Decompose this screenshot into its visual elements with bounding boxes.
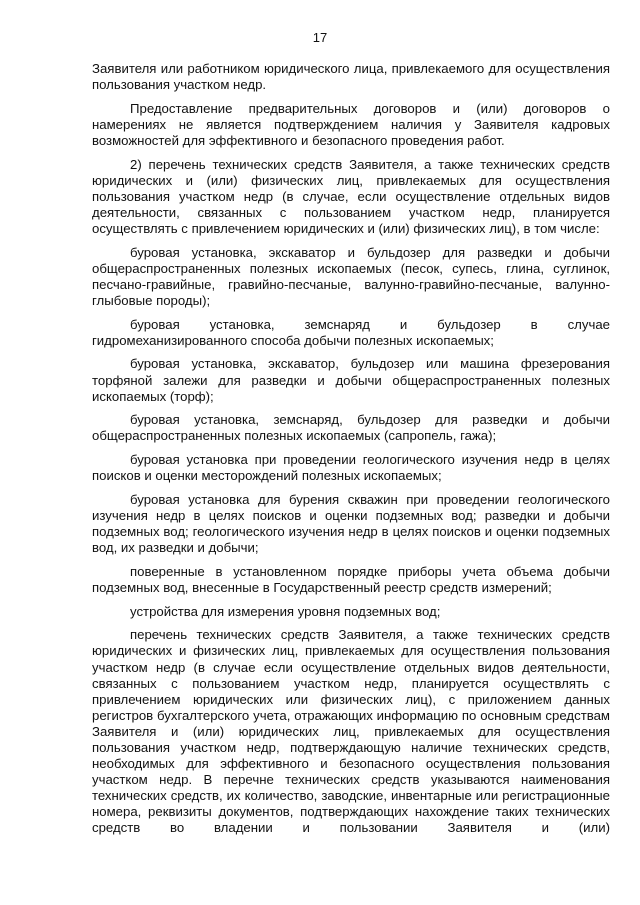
paragraph-continuation: Заявителя или работником юридического лица, привлекаемого для осуществления пользования участком недр.	[92, 61, 610, 93]
paragraph-technical-means-register: перечень технических средств Заявителя, а также технических средств юридических и физических лиц, привлекаемых для осуществления пользования участком недр (в случае если осуществление отдельных видов деятельности, связанных с пользованием участком недр, планируется осуществлять с привлечением юридических или физических лиц), с приложением данных регистров бухгалтерского учета, отражающих информацию по основным средствам Заявителя и (или) юридических лиц, привлекаемых для осуществления пользования участком недр, подтверждающую наличие технических средств, необходимых для эффективного и безопасного осуществления пользования участком недр. В перечне технических средств указываются наименования технических средств, их количество, заводские, инвентарные или регистрационные номера, реквизиты документов, подтверждающих нахождение таких технических средств во владении и пользовании Заявителя и (или)	[92, 627, 610, 836]
list-item-drilling-excavator-bulldozer: буровая установка, экскаватор и бульдозер для разведки и добычи общераспространенных полезных ископаемых (песок, супесь, глина, суглинок, песчано-гравийные, гравийно-песчаные, валунно-гравийно-песчаные, валунно-глыбовые породы);	[92, 244, 610, 308]
paragraph-technical-means-list: 2) перечень технических средств Заявителя, а также технических средств юридических и (или) физических лиц, привлекаемых для осуществления пользования участком недр (в случае, если осуществление отдельных видов деятельности, связанных с пользованием участком недр, планируется осуществлять с привлечением юридических и (или) физических лиц), в том числе:	[92, 156, 610, 237]
list-item-peat-milling: буровая установка, экскаватор, бульдозер или машина фрезерования торфяной залежи для разведки и добычи общераспространенных полезных ископаемых (торф);	[92, 356, 610, 404]
list-item-level-measurement: устройства для измерения уровня подземных вод;	[130, 603, 441, 619]
page-number: 17	[312, 30, 328, 45]
list-item-geological-study: буровая установка при проведении геологического изучения недр в целях поисков и оценки месторождений полезных ископаемых;	[92, 452, 610, 484]
list-item-metering-devices: поверенные в установленном порядке приборы учета объема добычи подземных вод, внесенные в Государственный реестр средств измерений;	[92, 563, 610, 595]
paragraph-preliminary-agreements: Предоставление предварительных договоров и (или) договоров о намерениях не является подтверждением наличия у Заявителя кадровых возможностей для эффективного и безопасного проведения работ.	[92, 100, 610, 148]
list-item-groundwater-wells: буровая установка для бурения скважин при проведении геологического изучения недр в целях поисков и оценки подземных вод; разведки и добычи подземных вод; геологического изучения недр в целях поисков и оценки подземных вод, их разведки и добычи;	[92, 491, 610, 556]
list-item-dredger: буровая установка, земснаряд и бульдозер в случае гидромеханизированного способа добычи полезных ископаемых;	[92, 316, 610, 348]
document-body	[92, 61, 610, 837]
list-item-sapropel: буровая установка, земснаряд, бульдозер для разведки и добычи общераспространенных полезных ископаемых (сапропель, гажа);	[92, 412, 610, 444]
